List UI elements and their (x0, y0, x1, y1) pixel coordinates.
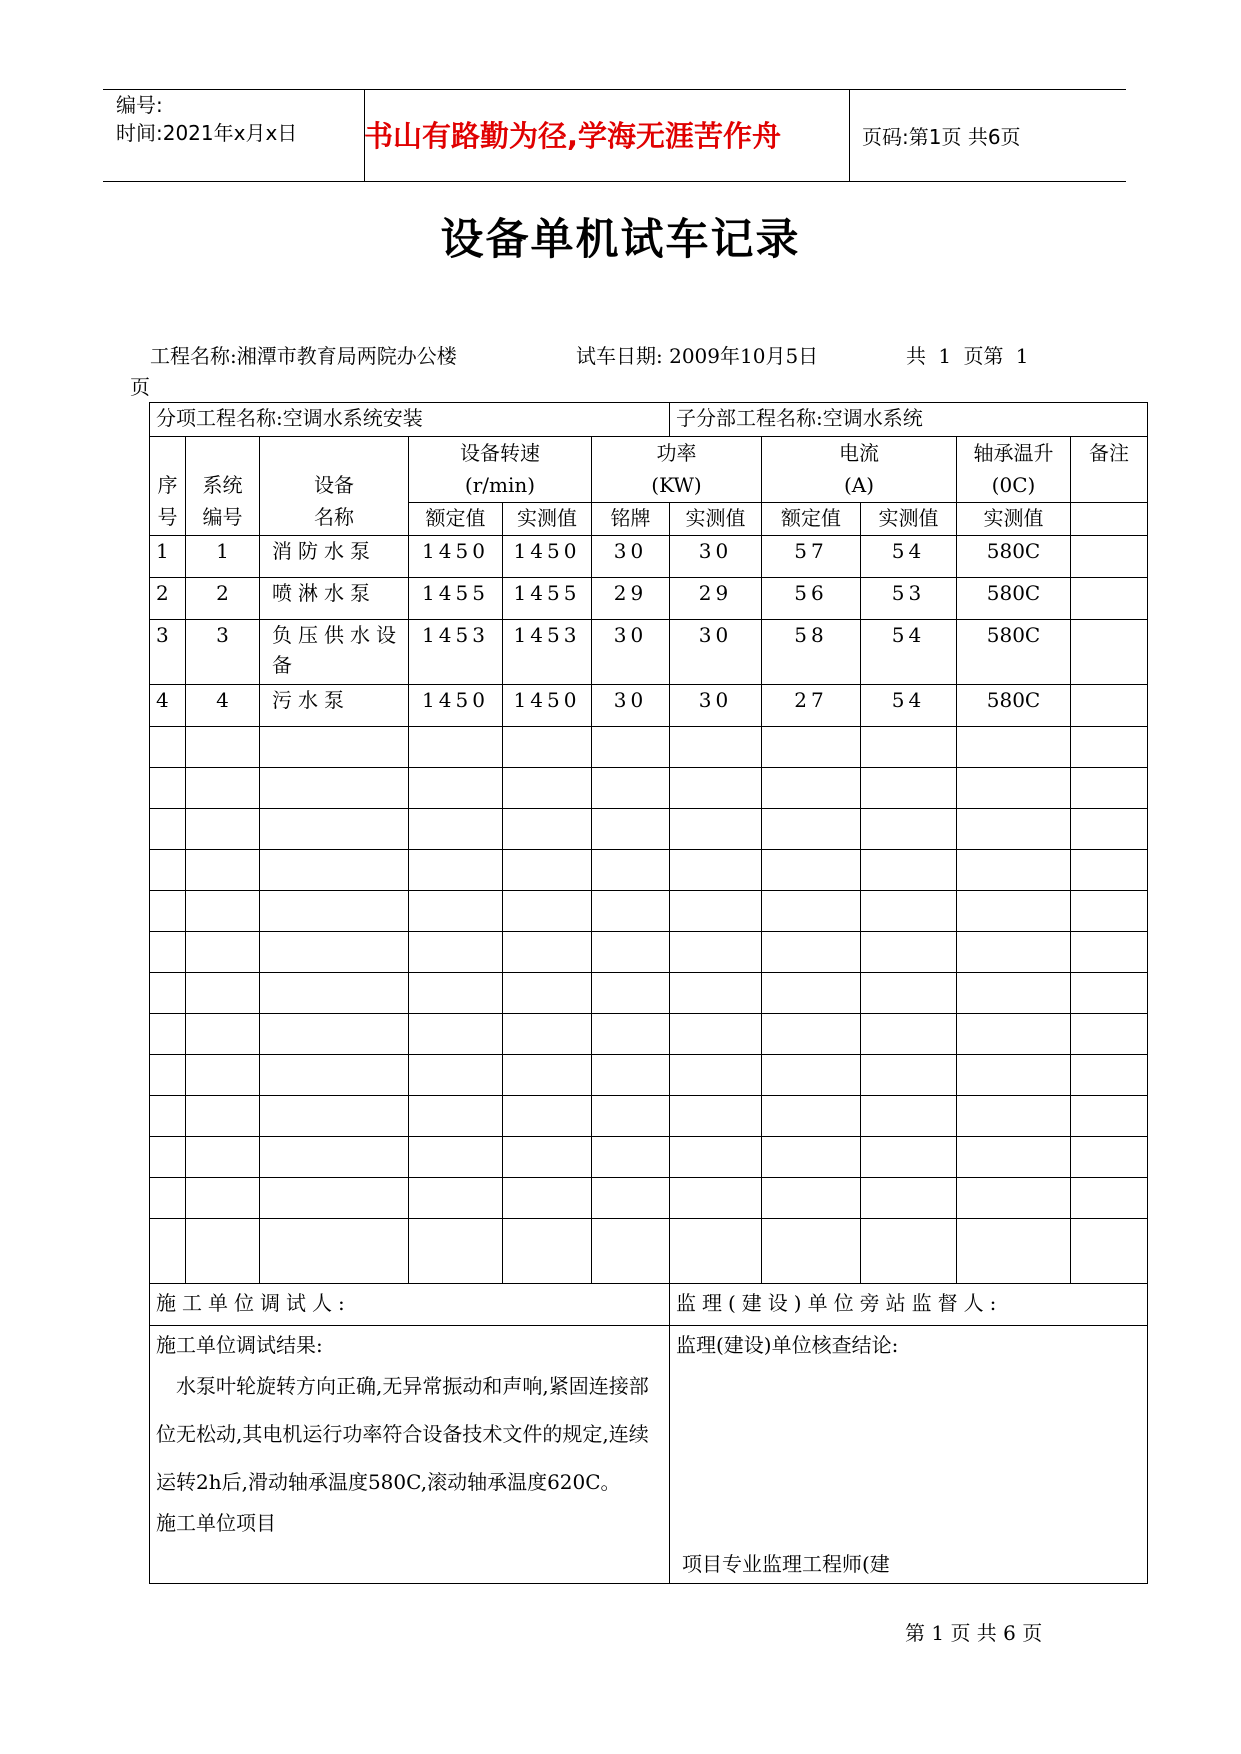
header-remark-blank (1071, 503, 1148, 536)
cell-current-rated: 27 (762, 685, 861, 727)
empty-row (150, 1178, 1148, 1219)
cell-system-no: 1 (186, 536, 260, 578)
page-footer: 第 1 页 共 6 页 (905, 1621, 1043, 1645)
cell-power-nameplate: 30 (592, 536, 670, 578)
table-row (150, 536, 1148, 578)
cell-speed-rated: 1450 (409, 685, 503, 727)
supervisor-signature-field: 监理(建设)单位旁站监督人: (670, 1284, 1148, 1326)
cell-current-measured: 54 (861, 620, 957, 685)
cell-power-measured: 30 (670, 620, 762, 685)
cell-speed-measured: 1450 (503, 536, 592, 578)
construction-test-result (150, 1326, 670, 1584)
cell-speed-measured: 1453 (503, 620, 592, 685)
cell-equipment-name: 消防水泵 (260, 536, 409, 578)
cell-power-measured: 29 (670, 578, 762, 620)
empty-row (150, 768, 1148, 809)
debugger-signature-field: 施工单位调试人: (150, 1284, 670, 1326)
empty-row (150, 1055, 1148, 1096)
table-row (150, 620, 1148, 685)
empty-row (150, 1014, 1148, 1055)
empty-row (150, 1096, 1148, 1137)
result-label: 施工单位调试结果: (156, 1333, 323, 1357)
header-speed-measured: 实测值 (503, 503, 592, 536)
empty-row (150, 891, 1148, 932)
cell-seq: 4 (150, 685, 186, 727)
page-count: 共 1 页第 1 (906, 344, 1029, 368)
cell-seq: 1 (150, 536, 186, 578)
cell-bearing-temp: 580C (957, 536, 1071, 578)
cell-system-no: 4 (186, 685, 260, 727)
table-row (150, 578, 1148, 620)
header-equipment-name: 设备名称 (260, 437, 409, 536)
supervision-conclusion (670, 1326, 1148, 1584)
cell-speed-measured: 1455 (503, 578, 592, 620)
header-remark: 备注 (1071, 437, 1148, 503)
project-label: 施工单位项目 (156, 1511, 276, 1535)
header-divider-right (849, 89, 850, 181)
engineer-label: 项目专业监理工程师(建 (682, 1552, 890, 1576)
cell-seq: 3 (150, 620, 186, 685)
cell-remark (1071, 536, 1148, 578)
empty-row (150, 1137, 1148, 1178)
cell-system-no: 3 (186, 620, 260, 685)
result-text: 水泵叶轮旋转方向正确,无异常振动和声响,紧固连接部位无松动,其电机运行功率符合设备技术文件的规定,连续运转2h后,滑动轴承温度580C,滚动轴承温度620C。 (156, 1374, 649, 1494)
cell-remark (1071, 578, 1148, 620)
conclusion-label: 监理(建设)单位核查结论: (676, 1333, 899, 1357)
cell-power-nameplate: 29 (592, 578, 670, 620)
cell-speed-rated: 1453 (409, 620, 503, 685)
cell-bearing-temp: 580C (957, 685, 1071, 727)
header-bearing-temp: 轴承温升 (0C) (957, 437, 1071, 503)
empty-row (150, 973, 1148, 1014)
test-record-table (149, 402, 1148, 1584)
header-power-measured: 实测值 (670, 503, 762, 536)
header-seq: 序号 (150, 437, 186, 536)
header-current-measured: 实测值 (861, 503, 957, 536)
cell-speed-rated: 1450 (409, 536, 503, 578)
cell-power-nameplate: 30 (592, 685, 670, 727)
page-count-continued: 页 (130, 375, 150, 399)
empty-row (150, 1219, 1148, 1284)
cell-equipment-name: 负压供水设备 (260, 620, 409, 685)
document-number-label: 编号: (116, 93, 163, 117)
cell-equipment-name: 污水泵 (260, 685, 409, 727)
header-speed-rated: 额定值 (409, 503, 503, 536)
header-temp-measured: 实测值 (957, 503, 1071, 536)
header-power: 功率 (KW) (592, 437, 762, 503)
cell-power-measured: 30 (670, 536, 762, 578)
cell-current-rated: 58 (762, 620, 861, 685)
cell-speed-rated: 1455 (409, 578, 503, 620)
header-current: 电流 (A) (762, 437, 957, 503)
table-row (150, 685, 1148, 727)
cell-power-nameplate: 30 (592, 620, 670, 685)
cell-remark (1071, 685, 1148, 727)
empty-row (150, 850, 1148, 891)
cell-bearing-temp: 580C (957, 620, 1071, 685)
test-date: 试车日期: 2009年10月5日 (576, 344, 819, 368)
sub-division-name: 子分部工程名称:空调水系统 (670, 403, 1148, 437)
project-name: 工程名称:湘潭市教育局两院办公楼 (150, 344, 457, 368)
header-top-rule (103, 89, 1126, 90)
empty-row (150, 809, 1148, 850)
header-bottom-rule (103, 181, 1126, 182)
header-system-no: 系统编号 (186, 437, 260, 536)
cell-remark (1071, 620, 1148, 685)
cell-current-rated: 56 (762, 578, 861, 620)
cell-current-measured: 53 (861, 578, 957, 620)
empty-row (150, 932, 1148, 973)
cell-current-measured: 54 (861, 685, 957, 727)
cell-equipment-name: 喷淋水泵 (260, 578, 409, 620)
page-title: 设备单机试车记录 (440, 215, 801, 265)
header-motto: 书山有路勤为径,学海无涯苦作舟 (364, 119, 782, 153)
cell-power-measured: 30 (670, 685, 762, 727)
document-time-label: 时间:2021年x月x日 (116, 121, 298, 145)
cell-seq: 2 (150, 578, 186, 620)
header-current-rated: 额定值 (762, 503, 861, 536)
header-page-label: 页码:第1页 共6页 (862, 125, 1021, 149)
cell-current-measured: 54 (861, 536, 957, 578)
cell-system-no: 2 (186, 578, 260, 620)
sub-item-name: 分项工程名称:空调水系统安装 (150, 403, 670, 437)
cell-bearing-temp: 580C (957, 578, 1071, 620)
empty-row (150, 727, 1148, 768)
header-speed: 设备转速 (r/min) (409, 437, 592, 503)
cell-current-rated: 57 (762, 536, 861, 578)
cell-speed-measured: 1450 (503, 685, 592, 727)
header-power-nameplate: 铭牌 (592, 503, 670, 536)
